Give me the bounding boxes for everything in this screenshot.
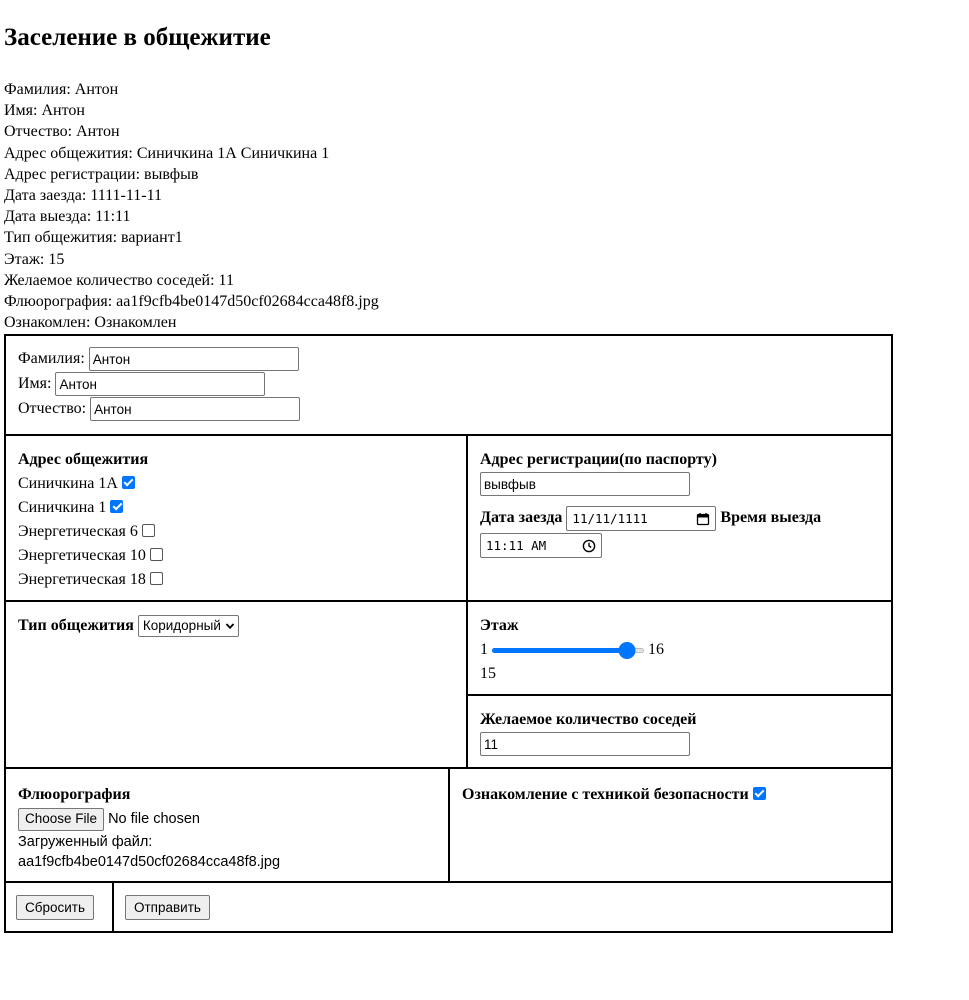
uploaded-file-label: Загруженный файл: [18,834,153,850]
registration-heading: Адрес регистрации(по паспорту) [480,451,717,468]
summary-line: Этаж: 15 [4,250,65,268]
dorm-option-label: Энергетическая 10 [18,547,146,564]
dorm-option[interactable] [18,544,163,568]
dorm-type-select[interactable] [138,615,239,637]
surname-label: Фамилия: [18,350,85,367]
dorm-option-checkbox[interactable] [150,572,163,585]
fluorography-section [4,767,450,883]
name-input[interactable] [55,372,265,396]
summary-line: Флюорография: aa1f9cfb4be0147d50cf02684cca48f8.jpg [4,292,379,310]
checkin-label: Дата заезда [480,509,563,527]
floor-section [466,600,893,696]
floor-slider-fill [492,648,627,653]
dorm-type-section [4,600,468,769]
checkin-date-input[interactable] [566,506,716,531]
summary-line: Адрес регистрации: вывфыв [4,165,199,183]
floor-heading: Этаж [480,617,519,634]
summary-line: Фамилия: Антон [4,81,119,98]
registration-section [466,434,893,602]
dorm-address-heading: Адрес общежития [18,451,149,468]
reset-cell [4,881,114,933]
dorm-address-section [4,434,468,602]
summary-line: Тип общежития: вариант1 [4,229,183,247]
floor-max-label: 16 [648,641,664,658]
page [4,0,964,333]
dorm-option-checkbox[interactable] [150,548,163,561]
summary-line: Имя: Антон [4,102,85,120]
dorm-option-label: Энергетическая 18 [18,571,146,588]
no-file-text: No file chosen [108,811,200,827]
checkout-time-input[interactable] [480,533,602,558]
safety-section [448,767,893,883]
registration-address-input[interactable] [480,472,690,496]
checkin-date-value: 11/11/1111 [572,510,648,526]
safety-label: Ознакомление с техникой безопасности [462,786,749,803]
dorm-option[interactable] [18,496,163,520]
summary-line: Адрес общежития: Синичкина 1А Синичкина 1 [4,144,330,162]
dorm-option-checkbox[interactable] [122,476,135,489]
summary-line: Желаемое количество соседей: 11 [4,271,234,289]
dorm-option-label: Синичкина 1А [18,475,118,492]
dorm-option-checkbox[interactable] [142,524,155,537]
submit-button[interactable]: Отправить [125,895,210,920]
surname-input[interactable] [89,347,299,371]
checkout-time-value: 11:11 AM [486,537,547,553]
choose-file-button[interactable]: Choose File [18,808,104,831]
submitted-summary [4,79,964,333]
fluorography-heading: Флюорография [18,786,131,803]
floor-min-label: 1 [480,641,488,658]
neighbors-section [466,694,893,769]
name-label: Имя: [18,375,52,392]
dorm-option-label: Энергетическая 6 [18,523,138,540]
neighbors-heading: Желаемое количество соседей [480,711,697,728]
dorm-option[interactable] [18,568,163,592]
page-title: Заселение в общежитие [4,24,271,51]
submit-cell [112,881,893,933]
name-section [4,334,893,436]
calendar-icon[interactable] [696,512,710,526]
dorm-type-selected: Коридорный [142,618,221,634]
dorm-option[interactable] [18,520,163,544]
summary-line: Отчество: Антон [4,123,120,141]
patronymic-input[interactable] [90,397,300,421]
patronymic-label: Отчество: [18,400,87,417]
dorm-option[interactable] [18,472,163,496]
dorm-option-label: Синичкина 1 [18,499,107,516]
floor-slider-thumb[interactable] [618,642,635,659]
chevron-down-icon [225,622,235,630]
floor-value: 15 [480,665,496,682]
summary-line: Ознакомлен: Ознакомлен [4,314,177,332]
clock-icon[interactable] [582,539,596,553]
dorm-option-checkbox[interactable] [110,500,123,513]
safety-checkbox[interactable] [753,787,766,800]
floor-slider[interactable] [492,642,644,658]
summary-line: Дата заезда: 1111-11-11 [4,186,163,204]
dorm-type-label: Тип общежития [18,617,134,634]
checkout-label: Время выезда [720,509,822,527]
summary-line: Дата выезда: 11:11 [4,208,131,226]
neighbors-input[interactable] [480,732,690,756]
reset-button[interactable]: Сбросить [16,895,94,920]
uploaded-file-name: aa1f9cfb4be0147d50cf02684cca48f8.jpg [18,854,281,870]
